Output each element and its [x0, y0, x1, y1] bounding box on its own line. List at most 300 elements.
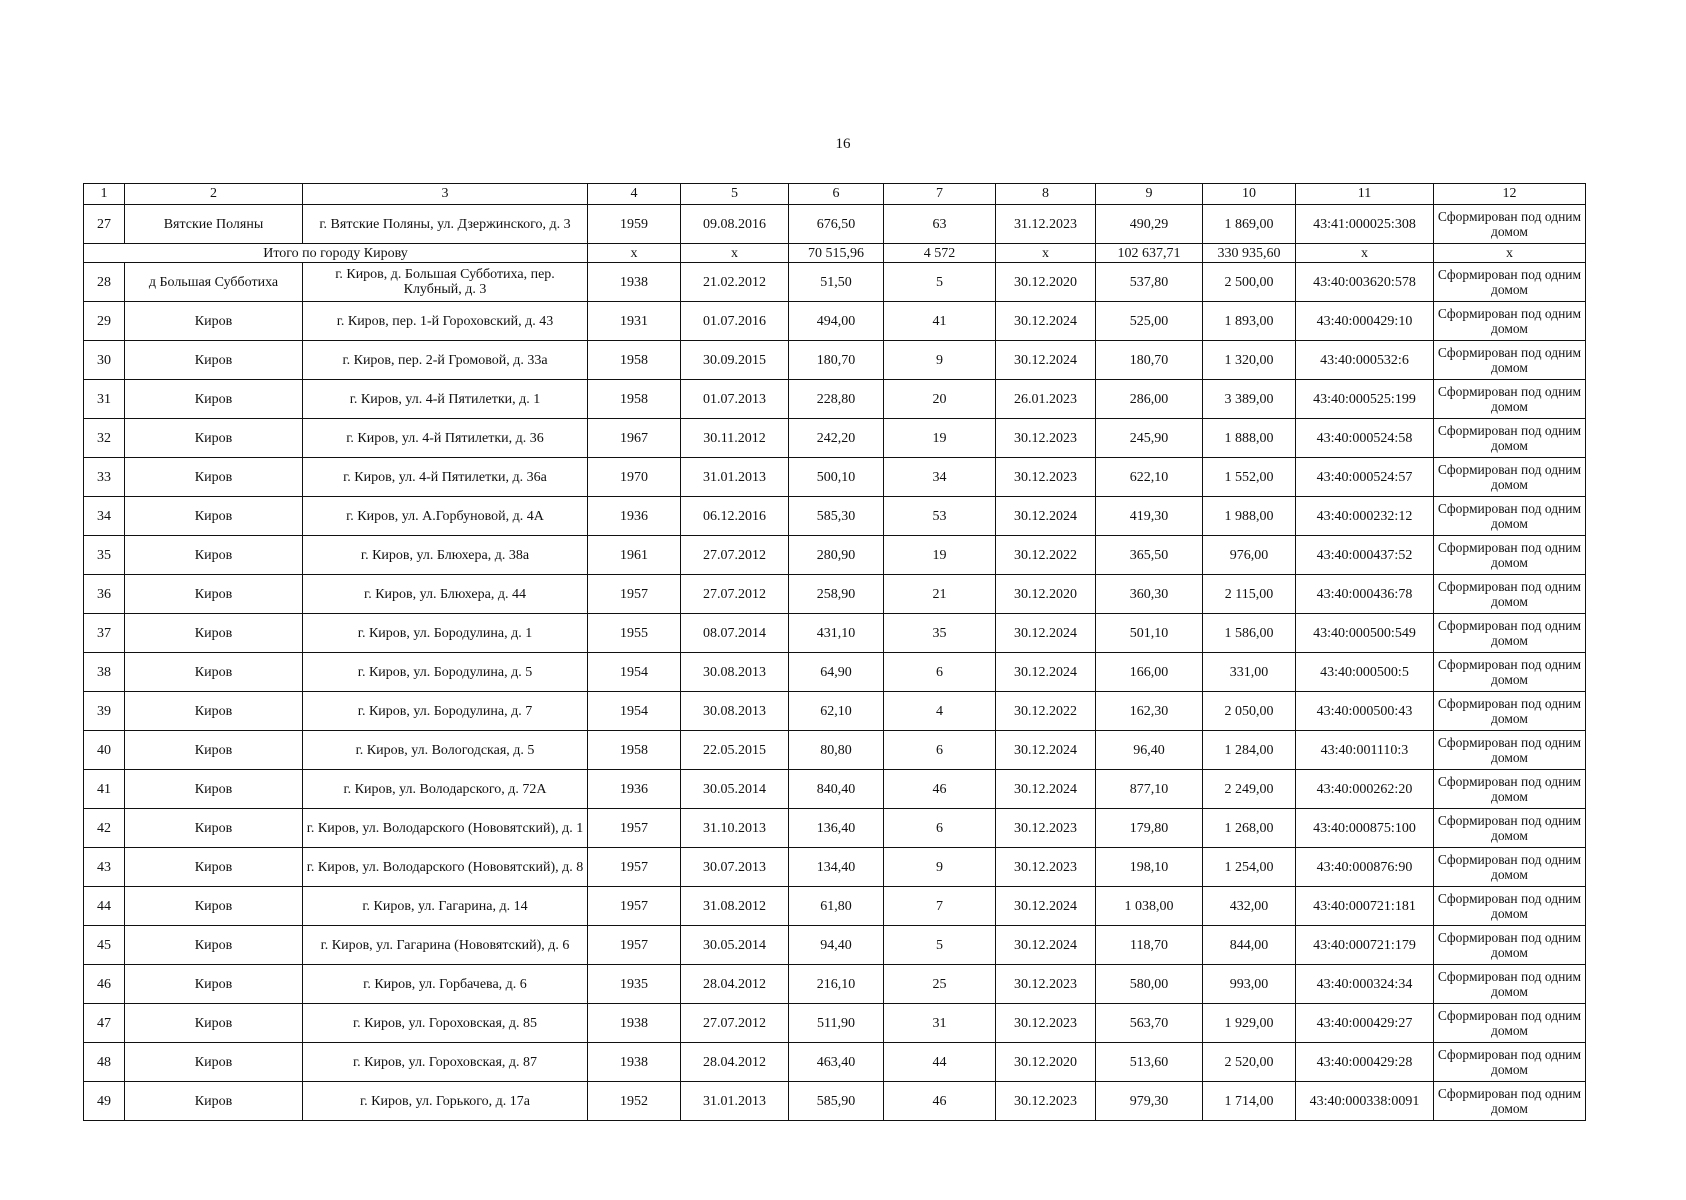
cell-residents: 9 — [884, 848, 996, 887]
cell-row-number: 45 — [84, 926, 125, 965]
cell-area: 431,10 — [789, 614, 884, 653]
cell-land-area: 432,00 — [1203, 887, 1296, 926]
cell-area-2: 563,70 — [1096, 1004, 1203, 1043]
cell-land-area: 1 714,00 — [1203, 1082, 1296, 1121]
cell-area-2: 501,10 — [1096, 614, 1203, 653]
cell-note: Сформирован под одним домом — [1434, 926, 1586, 965]
cell-cadastral-number: 43:40:000500:5 — [1296, 653, 1434, 692]
column-number: 12 — [1434, 184, 1586, 205]
cell-date: 21.02.2012 — [681, 263, 789, 302]
cell-cadastral-number: 43:40:000721:181 — [1296, 887, 1434, 926]
cell-year-built: 1936 — [588, 770, 681, 809]
cell-settlement: Киров — [125, 419, 303, 458]
cell-cadastral-number: 43:40:000324:34 — [1296, 965, 1434, 1004]
cell-area: 585,90 — [789, 1082, 884, 1121]
page-number: 16 — [835, 136, 851, 152]
cell-address: г. Киров, ул. Гороховская, д. 87 — [303, 1043, 588, 1082]
cell-address: г. Киров, ул. Горького, д. 17а — [303, 1082, 588, 1121]
cell-planned-date: 30.12.2022 — [996, 692, 1096, 731]
cell-date: 09.08.2016 — [681, 205, 789, 244]
table-row — [84, 731, 1586, 770]
cell-address: г. Киров, д. Большая Субботиха, пер. Клубный, д. 3 — [303, 263, 588, 302]
cell-year-built: 1935 — [588, 965, 681, 1004]
cell-planned-date: 30.12.2024 — [996, 302, 1096, 341]
cell-year-built: 1931 — [588, 302, 681, 341]
cell-address: г. Киров, ул. 4-й Пятилетки, д. 1 — [303, 380, 588, 419]
cell-cadastral-number: 43:40:000876:90 — [1296, 848, 1434, 887]
cell-cadastral-number: 43:40:000524:57 — [1296, 458, 1434, 497]
cell-settlement: Киров — [125, 692, 303, 731]
total-section — [84, 244, 1586, 263]
cell-date: 28.04.2012 — [681, 1043, 789, 1082]
cell-settlement: Вятские Поляны — [125, 205, 303, 244]
cell-area-2: 166,00 — [1096, 653, 1203, 692]
cell-cadastral-number: 43:40:000721:179 — [1296, 926, 1434, 965]
cell-cadastral-number: 43:40:000429:10 — [1296, 302, 1434, 341]
cell-year-built: 1959 — [588, 205, 681, 244]
cell-residents: 6 — [884, 653, 996, 692]
total-cell: х — [588, 244, 681, 263]
cell-planned-date: 30.12.2022 — [996, 536, 1096, 575]
cell-cadastral-number: 43:40:000429:28 — [1296, 1043, 1434, 1082]
table-row — [84, 536, 1586, 575]
cell-residents: 7 — [884, 887, 996, 926]
cell-area-2: 979,30 — [1096, 1082, 1203, 1121]
cell-residents: 34 — [884, 458, 996, 497]
cell-year-built: 1938 — [588, 1043, 681, 1082]
cell-land-area: 1 552,00 — [1203, 458, 1296, 497]
total-cell: 70 515,96 — [789, 244, 884, 263]
cell-row-number: 27 — [84, 205, 125, 244]
table-body-main — [84, 263, 1586, 1121]
cell-settlement: Киров — [125, 536, 303, 575]
cell-address: г. Вятские Поляны, ул. Дзержинского, д. 3 — [303, 205, 588, 244]
cell-area-2: 198,10 — [1096, 848, 1203, 887]
cell-planned-date: 30.12.2023 — [996, 1082, 1096, 1121]
cell-area-2: 419,30 — [1096, 497, 1203, 536]
cell-date: 08.07.2014 — [681, 614, 789, 653]
cell-area-2: 365,50 — [1096, 536, 1203, 575]
cell-cadastral-number: 43:41:000025:308 — [1296, 205, 1434, 244]
cell-row-number: 30 — [84, 341, 125, 380]
cell-cadastral-number: 43:40:000437:52 — [1296, 536, 1434, 575]
cell-date: 30.08.2013 — [681, 692, 789, 731]
total-cell: х — [1434, 244, 1586, 263]
total-cell: 102 637,71 — [1096, 244, 1203, 263]
cell-area: 494,00 — [789, 302, 884, 341]
cell-row-number: 38 — [84, 653, 125, 692]
cell-land-area: 2 500,00 — [1203, 263, 1296, 302]
cell-date: 22.05.2015 — [681, 731, 789, 770]
cell-area: 676,50 — [789, 205, 884, 244]
cell-land-area: 1 888,00 — [1203, 419, 1296, 458]
cell-row-number: 44 — [84, 887, 125, 926]
cell-area-2: 525,00 — [1096, 302, 1203, 341]
cell-planned-date: 30.12.2023 — [996, 965, 1096, 1004]
cell-note: Сформирован под одним домом — [1434, 809, 1586, 848]
cell-year-built: 1967 — [588, 419, 681, 458]
cell-row-number: 39 — [84, 692, 125, 731]
cell-row-number: 43 — [84, 848, 125, 887]
cell-land-area: 1 268,00 — [1203, 809, 1296, 848]
cell-residents: 63 — [884, 205, 996, 244]
cell-settlement: Киров — [125, 380, 303, 419]
table-row — [84, 848, 1586, 887]
cell-row-number: 37 — [84, 614, 125, 653]
cell-land-area: 1 893,00 — [1203, 302, 1296, 341]
cell-address: г. Киров, пер. 2-й Громовой, д. 33а — [303, 341, 588, 380]
cell-note: Сформирован под одним домом — [1434, 692, 1586, 731]
cell-residents: 4 — [884, 692, 996, 731]
total-cell: 330 935,60 — [1203, 244, 1296, 263]
cell-area: 80,80 — [789, 731, 884, 770]
cell-address: г. Киров, ул. 4-й Пятилетки, д. 36 — [303, 419, 588, 458]
cell-residents: 5 — [884, 263, 996, 302]
cell-date: 30.11.2012 — [681, 419, 789, 458]
cell-residents: 35 — [884, 614, 996, 653]
table-row — [84, 302, 1586, 341]
cell-date: 30.05.2014 — [681, 926, 789, 965]
cell-settlement: Киров — [125, 887, 303, 926]
table-row — [84, 1082, 1586, 1121]
cell-year-built: 1957 — [588, 809, 681, 848]
cell-date: 28.04.2012 — [681, 965, 789, 1004]
cell-date: 30.07.2013 — [681, 848, 789, 887]
column-number: 1 — [84, 184, 125, 205]
cell-note: Сформирован под одним домом — [1434, 380, 1586, 419]
cell-area-2: 537,80 — [1096, 263, 1203, 302]
column-number: 5 — [681, 184, 789, 205]
cell-address: г. Киров, ул. А.Горбуновой, д. 4А — [303, 497, 588, 536]
table-row — [84, 575, 1586, 614]
cell-date: 30.05.2014 — [681, 770, 789, 809]
column-number: 4 — [588, 184, 681, 205]
table-row — [84, 965, 1586, 1004]
table-row — [84, 770, 1586, 809]
total-cell: 4 572 — [884, 244, 996, 263]
cell-land-area: 1 320,00 — [1203, 341, 1296, 380]
cell-land-area: 331,00 — [1203, 653, 1296, 692]
cell-area-2: 118,70 — [1096, 926, 1203, 965]
cell-year-built: 1961 — [588, 536, 681, 575]
cell-settlement: Киров — [125, 926, 303, 965]
cell-land-area: 2 115,00 — [1203, 575, 1296, 614]
cell-area: 280,90 — [789, 536, 884, 575]
cell-row-number: 40 — [84, 731, 125, 770]
cell-area-2: 180,70 — [1096, 341, 1203, 380]
cell-date: 30.09.2015 — [681, 341, 789, 380]
cell-row-number: 29 — [84, 302, 125, 341]
cell-residents: 19 — [884, 536, 996, 575]
cell-date: 06.12.2016 — [681, 497, 789, 536]
cell-row-number: 49 — [84, 1082, 125, 1121]
cell-planned-date: 31.12.2023 — [996, 205, 1096, 244]
cell-area: 62,10 — [789, 692, 884, 731]
cell-date: 31.01.2013 — [681, 458, 789, 497]
cell-planned-date: 30.12.2023 — [996, 458, 1096, 497]
total-cell: х — [1296, 244, 1434, 263]
cell-year-built: 1957 — [588, 848, 681, 887]
cell-area: 242,20 — [789, 419, 884, 458]
cell-residents: 46 — [884, 770, 996, 809]
cell-land-area: 976,00 — [1203, 536, 1296, 575]
cell-address: г. Киров, ул. Володарского (Нововятский), д. 8 — [303, 848, 588, 887]
cell-residents: 21 — [884, 575, 996, 614]
cell-settlement: Киров — [125, 341, 303, 380]
cell-address: г. Киров, ул. Володарского (Нововятский), д. 1 — [303, 809, 588, 848]
cell-date: 27.07.2012 — [681, 575, 789, 614]
cell-area: 51,50 — [789, 263, 884, 302]
cell-row-number: 46 — [84, 965, 125, 1004]
cell-settlement: Киров — [125, 848, 303, 887]
table-body-top — [84, 205, 1586, 244]
cell-date: 31.10.2013 — [681, 809, 789, 848]
cell-land-area: 1 929,00 — [1203, 1004, 1296, 1043]
cell-planned-date: 30.12.2020 — [996, 263, 1096, 302]
cell-area: 585,30 — [789, 497, 884, 536]
cell-area: 136,40 — [789, 809, 884, 848]
cell-row-number: 33 — [84, 458, 125, 497]
cell-cadastral-number: 43:40:000875:100 — [1296, 809, 1434, 848]
cell-note: Сформирован под одним домом — [1434, 458, 1586, 497]
cell-date: 31.08.2012 — [681, 887, 789, 926]
cell-planned-date: 30.12.2024 — [996, 653, 1096, 692]
table-row — [84, 419, 1586, 458]
cell-note: Сформирован под одним домом — [1434, 965, 1586, 1004]
cell-year-built: 1952 — [588, 1082, 681, 1121]
cell-area-2: 622,10 — [1096, 458, 1203, 497]
cell-cadastral-number: 43:40:000436:78 — [1296, 575, 1434, 614]
cell-address: г. Киров, ул. Блюхера, д. 38а — [303, 536, 588, 575]
cell-residents: 25 — [884, 965, 996, 1004]
total-row — [84, 244, 1586, 263]
cell-area-2: 179,80 — [1096, 809, 1203, 848]
cell-land-area: 2 249,00 — [1203, 770, 1296, 809]
table-row — [84, 1004, 1586, 1043]
cell-planned-date: 26.01.2023 — [996, 380, 1096, 419]
cell-date: 01.07.2016 — [681, 302, 789, 341]
registry-table — [83, 183, 1586, 1121]
table-row — [84, 887, 1586, 926]
column-number: 3 — [303, 184, 588, 205]
cell-land-area: 993,00 — [1203, 965, 1296, 1004]
cell-area-2: 96,40 — [1096, 731, 1203, 770]
cell-cadastral-number: 43:40:000500:43 — [1296, 692, 1434, 731]
cell-date: 27.07.2012 — [681, 1004, 789, 1043]
cell-land-area: 1 284,00 — [1203, 731, 1296, 770]
cell-address: г. Киров, ул. Бородулина, д. 1 — [303, 614, 588, 653]
table-row — [84, 380, 1586, 419]
cell-land-area: 1 586,00 — [1203, 614, 1296, 653]
table-row — [84, 497, 1586, 536]
cell-settlement: Киров — [125, 458, 303, 497]
cell-row-number: 36 — [84, 575, 125, 614]
cell-year-built: 1938 — [588, 263, 681, 302]
cell-address: г. Киров, ул. Гагарина, д. 14 — [303, 887, 588, 926]
cell-note: Сформирован под одним домом — [1434, 263, 1586, 302]
cell-note: Сформирован под одним домом — [1434, 1004, 1586, 1043]
cell-area: 134,40 — [789, 848, 884, 887]
column-number: 11 — [1296, 184, 1434, 205]
cell-residents: 46 — [884, 1082, 996, 1121]
total-label: Итого по городу Кирову — [84, 244, 588, 263]
cell-area: 463,40 — [789, 1043, 884, 1082]
cell-area: 180,70 — [789, 341, 884, 380]
cell-cadastral-number: 43:40:000524:58 — [1296, 419, 1434, 458]
cell-note: Сформирован под одним домом — [1434, 770, 1586, 809]
cell-note: Сформирован под одним домом — [1434, 419, 1586, 458]
cell-year-built: 1958 — [588, 341, 681, 380]
cell-year-built: 1958 — [588, 380, 681, 419]
cell-row-number: 48 — [84, 1043, 125, 1082]
cell-settlement: Киров — [125, 770, 303, 809]
cell-address: г. Киров, ул. Вологодская, д. 5 — [303, 731, 588, 770]
table-row — [84, 809, 1586, 848]
cell-area-2: 877,10 — [1096, 770, 1203, 809]
cell-land-area: 2 520,00 — [1203, 1043, 1296, 1082]
cell-residents: 41 — [884, 302, 996, 341]
cell-row-number: 41 — [84, 770, 125, 809]
cell-planned-date: 30.12.2024 — [996, 497, 1096, 536]
cell-area-2: 580,00 — [1096, 965, 1203, 1004]
table-row — [84, 341, 1586, 380]
cell-area: 511,90 — [789, 1004, 884, 1043]
cell-note: Сформирован под одним домом — [1434, 575, 1586, 614]
cell-area: 94,40 — [789, 926, 884, 965]
table-row — [84, 205, 1586, 244]
cell-date: 31.01.2013 — [681, 1082, 789, 1121]
cell-planned-date: 30.12.2020 — [996, 1043, 1096, 1082]
cell-row-number: 47 — [84, 1004, 125, 1043]
cell-settlement: Киров — [125, 1082, 303, 1121]
cell-planned-date: 30.12.2023 — [996, 1004, 1096, 1043]
cell-area: 500,10 — [789, 458, 884, 497]
cell-area: 840,40 — [789, 770, 884, 809]
cell-settlement: Киров — [125, 809, 303, 848]
cell-address: г. Киров, ул. Горбачева, д. 6 — [303, 965, 588, 1004]
cell-residents: 5 — [884, 926, 996, 965]
cell-area: 228,80 — [789, 380, 884, 419]
cell-year-built: 1938 — [588, 1004, 681, 1043]
cell-cadastral-number: 43:40:000338:0091 — [1296, 1082, 1434, 1121]
table-row — [84, 926, 1586, 965]
table-row — [84, 263, 1586, 302]
cell-area-2: 513,60 — [1096, 1043, 1203, 1082]
cell-year-built: 1954 — [588, 692, 681, 731]
cell-note: Сформирован под одним домом — [1434, 341, 1586, 380]
cell-note: Сформирован под одним домом — [1434, 731, 1586, 770]
cell-planned-date: 30.12.2024 — [996, 926, 1096, 965]
cell-land-area: 2 050,00 — [1203, 692, 1296, 731]
column-number: 7 — [884, 184, 996, 205]
cell-year-built: 1970 — [588, 458, 681, 497]
cell-residents: 6 — [884, 809, 996, 848]
cell-planned-date: 30.12.2024 — [996, 770, 1096, 809]
cell-address: г. Киров, ул. Гагарина (Нововятский), д. 6 — [303, 926, 588, 965]
cell-year-built: 1954 — [588, 653, 681, 692]
cell-cadastral-number: 43:40:003620:578 — [1296, 263, 1434, 302]
cell-area: 64,90 — [789, 653, 884, 692]
cell-residents: 44 — [884, 1043, 996, 1082]
cell-year-built: 1957 — [588, 575, 681, 614]
cell-land-area: 3 389,00 — [1203, 380, 1296, 419]
cell-note: Сформирован под одним домом — [1434, 536, 1586, 575]
cell-residents: 6 — [884, 731, 996, 770]
cell-row-number: 35 — [84, 536, 125, 575]
cell-land-area: 1 869,00 — [1203, 205, 1296, 244]
cell-area: 258,90 — [789, 575, 884, 614]
cell-land-area: 844,00 — [1203, 926, 1296, 965]
column-number: 8 — [996, 184, 1096, 205]
cell-residents: 31 — [884, 1004, 996, 1043]
cell-note: Сформирован под одним домом — [1434, 1082, 1586, 1121]
cell-year-built: 1957 — [588, 887, 681, 926]
cell-settlement: Киров — [125, 302, 303, 341]
cell-address: г. Киров, ул. Бородулина, д. 5 — [303, 653, 588, 692]
cell-planned-date: 30.12.2020 — [996, 575, 1096, 614]
total-cell: х — [681, 244, 789, 263]
cell-area-2: 162,30 — [1096, 692, 1203, 731]
cell-address: г. Киров, ул. Володарского, д. 72А — [303, 770, 588, 809]
cell-planned-date: 30.12.2023 — [996, 809, 1096, 848]
column-number: 6 — [789, 184, 884, 205]
cell-area: 61,80 — [789, 887, 884, 926]
column-number: 9 — [1096, 184, 1203, 205]
cell-note: Сформирован под одним домом — [1434, 497, 1586, 536]
cell-cadastral-number: 43:40:000262:20 — [1296, 770, 1434, 809]
cell-settlement: Киров — [125, 965, 303, 1004]
cell-settlement: Киров — [125, 653, 303, 692]
cell-planned-date: 30.12.2024 — [996, 731, 1096, 770]
cell-area: 216,10 — [789, 965, 884, 1004]
cell-settlement: Киров — [125, 614, 303, 653]
cell-residents: 53 — [884, 497, 996, 536]
cell-row-number: 32 — [84, 419, 125, 458]
cell-area-2: 1 038,00 — [1096, 887, 1203, 926]
cell-year-built: 1955 — [588, 614, 681, 653]
cell-note: Сформирован под одним домом — [1434, 1043, 1586, 1082]
cell-planned-date: 30.12.2024 — [996, 614, 1096, 653]
cell-row-number: 42 — [84, 809, 125, 848]
cell-row-number: 31 — [84, 380, 125, 419]
table-row — [84, 653, 1586, 692]
cell-planned-date: 30.12.2023 — [996, 419, 1096, 458]
cell-planned-date: 30.12.2024 — [996, 341, 1096, 380]
table-row — [84, 458, 1586, 497]
cell-address: г. Киров, пер. 1-й Гороховский, д. 43 — [303, 302, 588, 341]
cell-cadastral-number: 43:40:001110:3 — [1296, 731, 1434, 770]
cell-area-2: 490,29 — [1096, 205, 1203, 244]
cell-settlement: Киров — [125, 1004, 303, 1043]
cell-row-number: 34 — [84, 497, 125, 536]
cell-cadastral-number: 43:40:000500:549 — [1296, 614, 1434, 653]
cell-land-area: 1 988,00 — [1203, 497, 1296, 536]
cell-address: г. Киров, ул. Блюхера, д. 44 — [303, 575, 588, 614]
cell-date: 30.08.2013 — [681, 653, 789, 692]
cell-note: Сформирован под одним домом — [1434, 887, 1586, 926]
cell-address: г. Киров, ул. Бородулина, д. 7 — [303, 692, 588, 731]
cell-settlement: Киров — [125, 731, 303, 770]
cell-land-area: 1 254,00 — [1203, 848, 1296, 887]
cell-planned-date: 30.12.2024 — [996, 887, 1096, 926]
cell-cadastral-number: 43:40:000232:12 — [1296, 497, 1434, 536]
cell-cadastral-number: 43:40:000532:6 — [1296, 341, 1434, 380]
cell-settlement: Киров — [125, 1043, 303, 1082]
cell-cadastral-number: 43:40:000525:199 — [1296, 380, 1434, 419]
cell-cadastral-number: 43:40:000429:27 — [1296, 1004, 1434, 1043]
cell-area-2: 286,00 — [1096, 380, 1203, 419]
cell-row-number: 28 — [84, 263, 125, 302]
